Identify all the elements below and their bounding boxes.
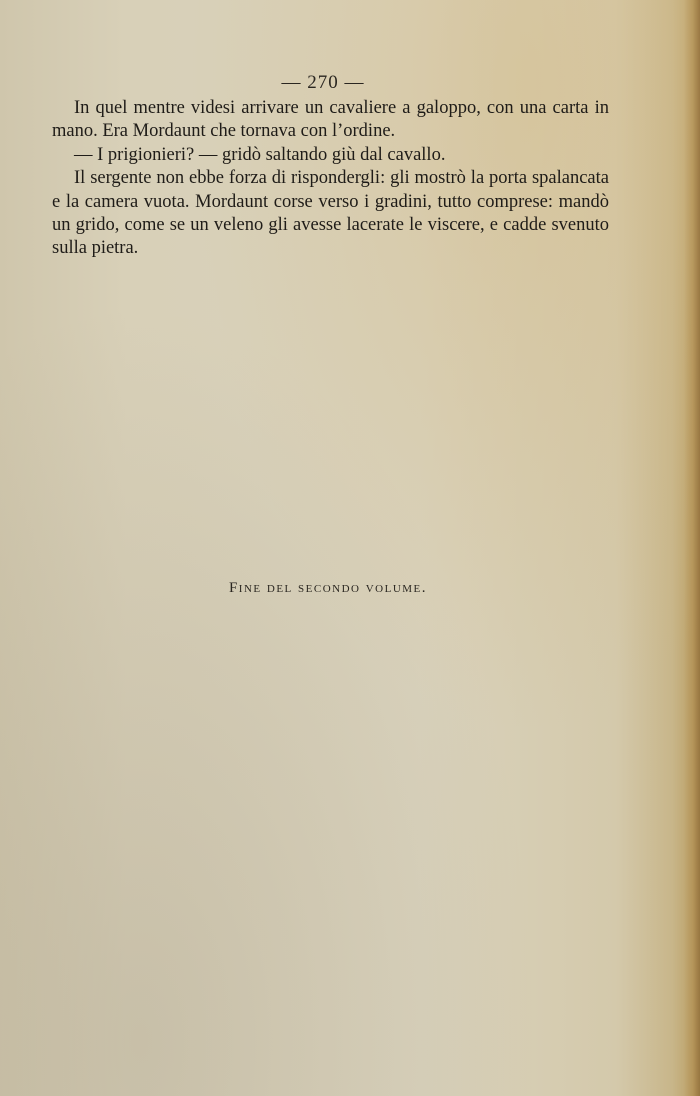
page-edge <box>684 0 700 1096</box>
paragraph-2: — I prigionieri? — gridò saltando giù dal cavallo. <box>74 144 446 165</box>
paragraph-3: Il sergente non ebbe forza di rispondergli: gli mostrò la porta spalancata e la camera vuota. Mordaunt corse verso i gradini, tutto comprese: mandò un grido, come se un veleno gli avesse lacerate le viscere, e cadde svenuto sulla pietra. <box>52 168 609 259</box>
closing-line: Fine del secondo volume. <box>228 580 428 596</box>
page-number: — 270 — <box>281 72 365 93</box>
paragraph-1: In quel mentre videsi arrivare un cavaliere a galoppo, con una carta in mano. Era Mordaunt che tornava con l’ordine. <box>52 98 609 142</box>
body-text <box>52 97 609 261</box>
